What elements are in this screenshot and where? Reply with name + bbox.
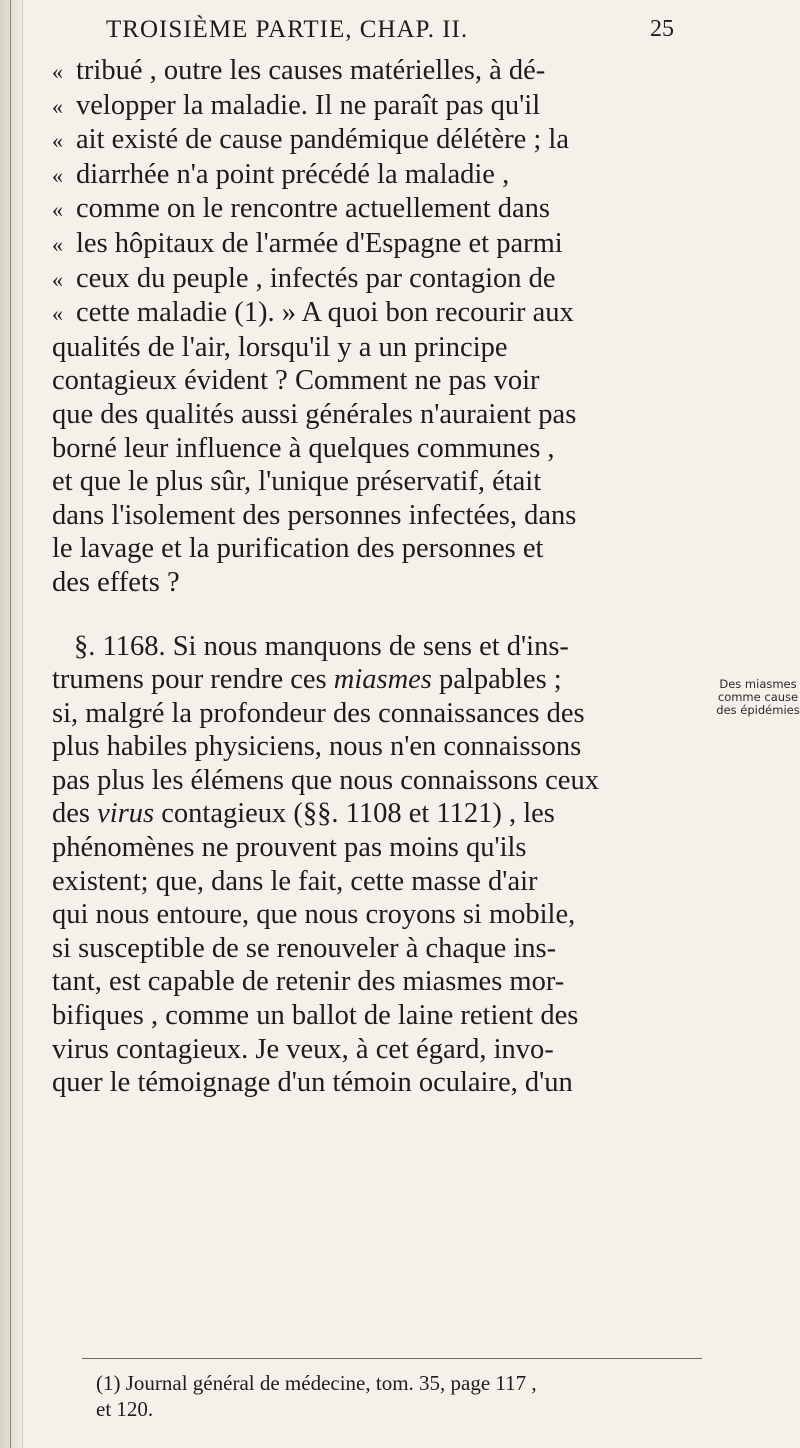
line-text: virus contagieux. Je veux, à cet égard, invo- (52, 1033, 554, 1065)
line-text: qui nous entoure, que nous croyons si mobile, (52, 899, 576, 931)
text-line (52, 432, 712, 466)
quote-mark: « (52, 93, 63, 119)
section-sign: §. 1168. (74, 630, 173, 662)
line-text: existent; que, dans le fait, cette masse d'air (52, 865, 538, 897)
text-line (52, 965, 712, 999)
margin-note-line: comme cause (717, 690, 799, 704)
text-line (52, 331, 712, 365)
line-text: cette maladie (1). » A quoi bon recourir aux (76, 297, 574, 329)
line-text: si susceptible de se renouveler à chaque ins- (52, 932, 557, 964)
text-line (52, 764, 712, 798)
text-line (52, 865, 712, 899)
line-text: tant, est capable de retenir des miasmes mor- (52, 966, 565, 998)
line-text: contagieux évident ? Comment ne pas voir (52, 365, 540, 397)
line-text: plus habiles physiciens, nous n'en connaissons (52, 731, 582, 763)
text-line (52, 1033, 712, 1067)
line-text: les hôpitaux de l'armée d'Espagne et parmi (76, 227, 563, 259)
quote-mark: « (52, 162, 63, 188)
body-text (52, 54, 712, 1100)
line-text: dans l'isolement des personnes infectées, dans (52, 499, 577, 531)
line-text: pas plus les élémens que nous connaissons ceux (52, 764, 599, 796)
quote-mark: « (52, 231, 63, 257)
line-text: diarrhée n'a point précédé la maladie , (76, 158, 510, 190)
text-line (52, 898, 712, 932)
line-text: si, malgré la profondeur des connaissances des (52, 697, 585, 729)
line-text: ceux du peuple , infectés par contagion de (76, 262, 556, 294)
paragraph-gap (52, 600, 712, 630)
section-1168 (52, 630, 712, 1100)
spine-edge-line (10, 0, 11, 1448)
paragraph-quoted (52, 54, 712, 600)
text-line (52, 398, 712, 432)
text-line (52, 192, 712, 227)
line-text: qualités de l'air, lorsqu'il y a un principe (52, 331, 508, 363)
line-text: phénomènes ne prouvent pas moins qu'ils (52, 832, 527, 864)
book-page (52, 14, 712, 1100)
margin-note-line: Des miasmes (719, 677, 797, 691)
quote-mark: « (52, 301, 63, 327)
text-line (52, 532, 712, 566)
text-line (52, 697, 712, 731)
footnote-rule (82, 1358, 702, 1359)
footnote-line: et 120. (96, 1397, 154, 1421)
text-line (52, 730, 712, 764)
text-line (52, 797, 712, 831)
quote-mark: « (52, 266, 63, 292)
quote-mark: « (52, 197, 63, 223)
book-spine-shadow (0, 0, 23, 1448)
text-line (52, 262, 712, 297)
text-line (52, 158, 712, 193)
line-text: bifiques , comme un ballot de laine retient des (52, 1000, 579, 1032)
text-line (52, 663, 712, 697)
line-text: le lavage et la purification des personnes et (52, 533, 544, 565)
running-head-title: TROISIÈME PARTIE, CHAP. II. (106, 16, 469, 43)
quote-mark: « (52, 128, 63, 154)
text-line (52, 499, 712, 533)
line-text: velopper la maladie. Il ne paraît pas qu'il (76, 89, 541, 121)
text-line (52, 465, 712, 499)
line-text: des virus contagieux (§§. 1108 et 1121) , les (52, 798, 555, 830)
text-line (52, 123, 712, 158)
text-line (52, 54, 712, 89)
footnote-line: (1) Journal général de médecine, tom. 35, page 117 , (96, 1371, 537, 1395)
line-text: tribué , outre les causes matérielles, à dé- (76, 55, 546, 86)
line-text: quer le témoignage d'un témoin oculaire, d'un (52, 1067, 573, 1099)
text-line (52, 296, 712, 331)
line-text: comme on le rencontre actuellement dans (76, 193, 551, 225)
text-line (52, 932, 712, 966)
text-line (52, 227, 712, 262)
text-line (52, 831, 712, 865)
margin-note (716, 678, 800, 717)
page-number: 25 (650, 16, 674, 42)
line-text: des effets ? (52, 566, 180, 598)
text-line (52, 1066, 712, 1100)
text-line (52, 630, 712, 664)
text-line (52, 364, 712, 398)
text-line (52, 999, 712, 1033)
line-text: trumens pour rendre ces miasmes palpables ; (52, 664, 562, 696)
running-head (52, 14, 712, 54)
line-text: borné leur influence à quelques communes , (52, 432, 555, 464)
line-text: Si nous manquons de sens et d'ins- (172, 630, 569, 662)
text-line (52, 89, 712, 124)
line-text: que des qualités aussi générales n'auraient pas (52, 398, 577, 430)
footnote (96, 1370, 696, 1422)
text-line (52, 566, 712, 600)
line-text: ait existé de cause pandémique délétère ; la (76, 124, 569, 156)
margin-note-line: des épidémies (716, 703, 800, 717)
quote-mark: « (52, 59, 63, 84)
line-text: et que le plus sûr, l'unique préservatif, était (52, 466, 542, 498)
